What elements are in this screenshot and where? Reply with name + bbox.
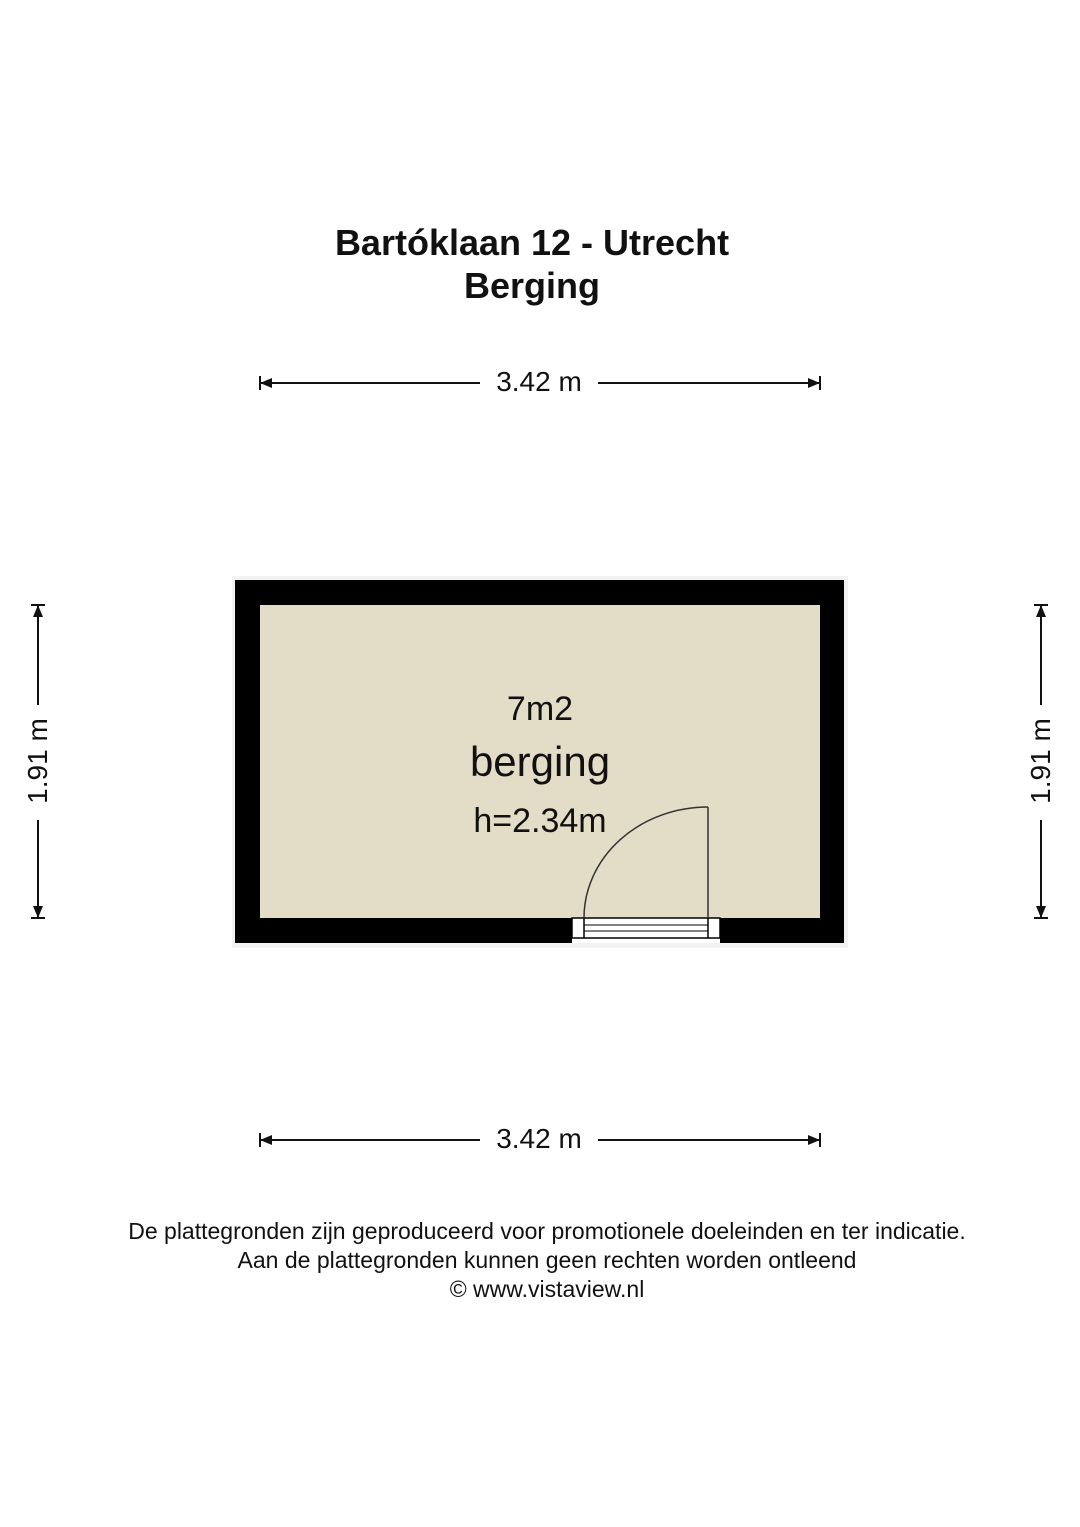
- dimension-right-label: 1.91 m: [1025, 718, 1056, 804]
- dimension-bottom-label: 3.42 m: [496, 1123, 582, 1154]
- dimension-left-label: 1.91 m: [22, 718, 53, 804]
- copyright: © www.vistaview.nl: [449, 1276, 645, 1302]
- plan-subtitle: Berging: [463, 265, 600, 306]
- plan-title: Bartóklaan 12 - Utrecht: [334, 222, 730, 263]
- disclaimer-line-2: Aan de plattegronden kunnen geen rechten worden ontleend: [237, 1247, 857, 1273]
- dimension-top-label: 3.42 m: [496, 366, 582, 397]
- room-area: 7m2: [506, 690, 574, 728]
- room-height: h=2.34m: [473, 802, 607, 840]
- room-name: berging: [469, 738, 611, 785]
- disclaimer-line-1: De plattegronden zijn geproduceerd voor promotionele doeleinden en ter indicatie.: [128, 1218, 966, 1244]
